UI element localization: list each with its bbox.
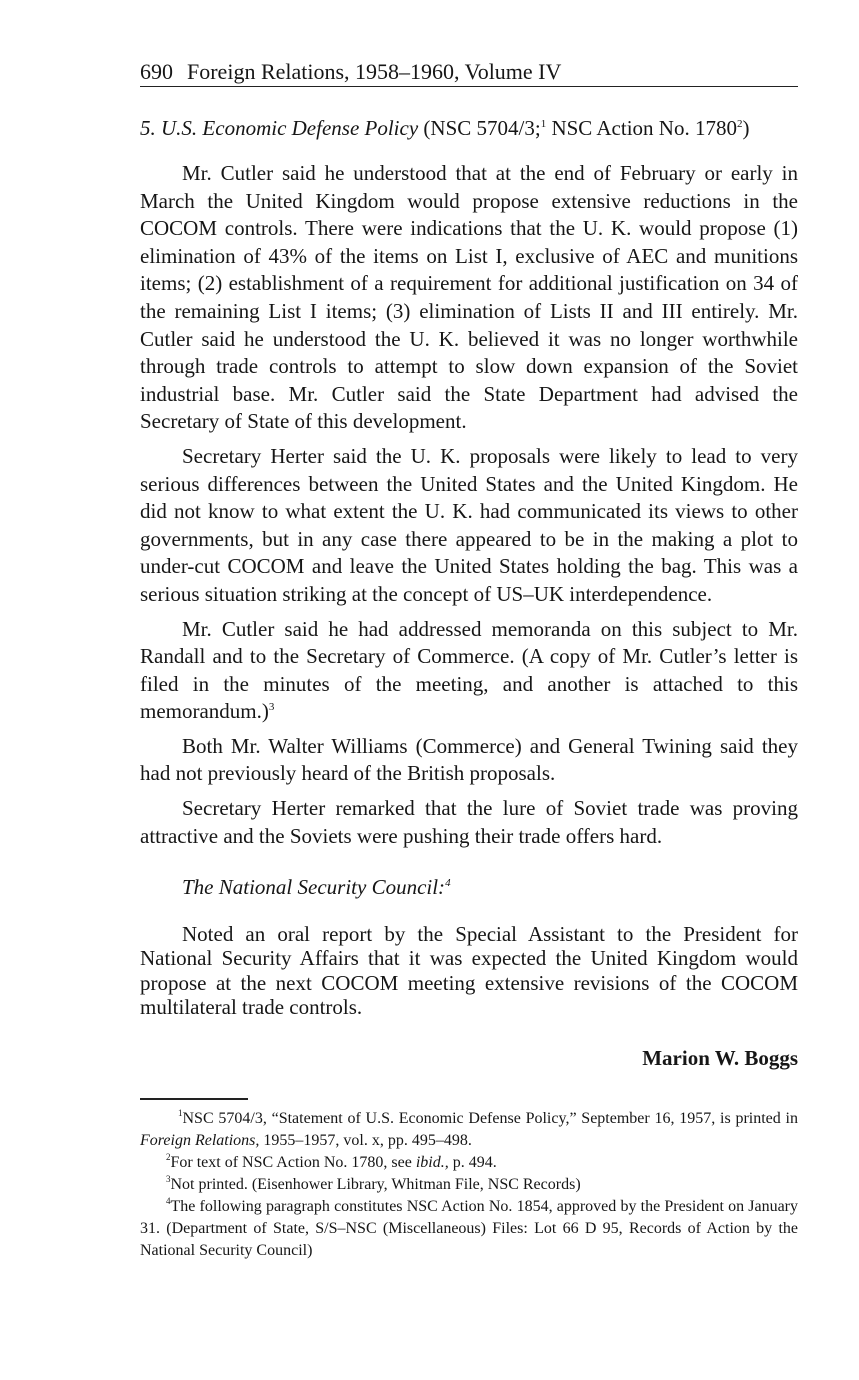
paragraph-4: Both Mr. Walter Williams (Commerce) and General Twining said they had not previously heard of the British proposals. <box>140 733 798 786</box>
section-title <box>140 114 798 142</box>
footnote-1-italic: Foreign Relations, <box>140 1131 260 1149</box>
paragraph-2: Secretary Herter said the U. K. proposals were likely to lead to very serious differences between the United States and the United Kingdom. He did not know to what extent the U. K. had communicated its views to other governments, but in any case there appeared to be in the making a plot to under-cut COCOM and leave the United States holding the bag. This was a serious situation striking at the concept of US–UK interdependence. <box>140 443 798 606</box>
footnote-3 <box>140 1174 798 1196</box>
footnote-4-text: The following paragraph constitutes NSC Action No. 1854, approved by the President on January 31. (Department of State, S/S–NSC (Miscellaneous) Files: Lot 66 D 95, Records of Action by the National Security Council) <box>140 1197 798 1259</box>
footnotes <box>140 1108 798 1262</box>
footnote-1-text-after: 1955–1957, vol. x, pp. 495–498. <box>263 1131 472 1149</box>
footnote-3-text: Not printed. (Eisenhower Library, Whitman File, NSC Records) <box>170 1175 581 1193</box>
header-rule <box>140 86 798 87</box>
running-header <box>140 58 798 86</box>
footnote-2 <box>140 1152 798 1174</box>
council-decision: Noted an oral report by the Special Assistant to the President for National Security Affairs that it was expected the United Kingdom would propose at the next COCOM meeting extensive revisions of the COCOM multilateral trade controls. <box>140 921 798 1020</box>
footnote-1-text: NSC 5704/3, “Statement of U.S. Economic Defense Policy,” September 16, 1957, is printed in <box>182 1109 798 1127</box>
footnote-marker-3[interactable]: 3 <box>268 701 275 714</box>
footnote-4-mark: 4 <box>166 1195 171 1206</box>
footnote-3-mark: 3 <box>166 1173 171 1184</box>
footnote-rule <box>140 1098 248 1100</box>
page-number: 690 <box>140 59 173 84</box>
council-heading <box>140 874 798 902</box>
paragraph-3-text: Mr. Cutler said he had addressed memoranda on this subject to Mr. Randall and to the Secretary of Commerce. (A copy of Mr. Cutler’s letter is filed in the minutes of the meeting, and another is attached to this memorandum.) <box>140 616 798 724</box>
section-ref-close: ) <box>742 116 750 140</box>
section-ref-mid: NSC Action No. 1780 <box>551 116 737 140</box>
paragraph-3 <box>140 616 798 726</box>
footnote-1-mark: 1 <box>178 1107 183 1118</box>
section-number-title: 5. U.S. Economic Defense Policy <box>140 116 419 140</box>
section-ref-open: (NSC 5704/3; <box>423 116 541 140</box>
body-text <box>140 160 798 1020</box>
paragraph-1: Mr. Cutler said he understood that at the end of February or early in March the United Kingdom would propose extensive reductions in the COCOM controls. There were indications that the U. K. would propose (1) elimination of 43% of the items on List I, exclusive of AEC and munitions items; (2) establishment of a requirement for additional justification on 34 of the remaining List I items; (3) elimination of Lists II and III entirely. Mr. Cutler said he understood the U. K. believed it was no longer worthwhile through trade controls to attempt to slow down expansion of the Soviet industrial base. Mr. Cutler said the State Department had advised the Secretary of State of this development. <box>140 161 798 434</box>
footnote-marker-1[interactable]: 1 <box>540 118 547 130</box>
footnote-4 <box>140 1196 798 1262</box>
footnote-marker-2[interactable]: 2 <box>736 118 743 130</box>
footnote-2-mark: 2 <box>166 1151 171 1162</box>
footnote-2-text-after: p. 494. <box>452 1153 497 1171</box>
footnote-marker-4[interactable]: 4 <box>445 877 451 890</box>
running-title: Foreign Relations, 1958–1960, Volume IV <box>187 59 562 84</box>
council-heading-text: The National Security Council: <box>182 875 446 900</box>
footnote-2-italic: ibid., <box>415 1153 449 1171</box>
footnote-1 <box>140 1108 798 1152</box>
footnote-2-text: For text of NSC Action No. 1780, see <box>170 1153 412 1171</box>
paragraph-5: Secretary Herter remarked that the lure of Soviet trade was proving attractive and the Soviets were pushing their trade offers hard. <box>140 796 798 848</box>
document-page <box>140 58 798 1262</box>
signature: Marion W. Boggs <box>642 1045 798 1070</box>
